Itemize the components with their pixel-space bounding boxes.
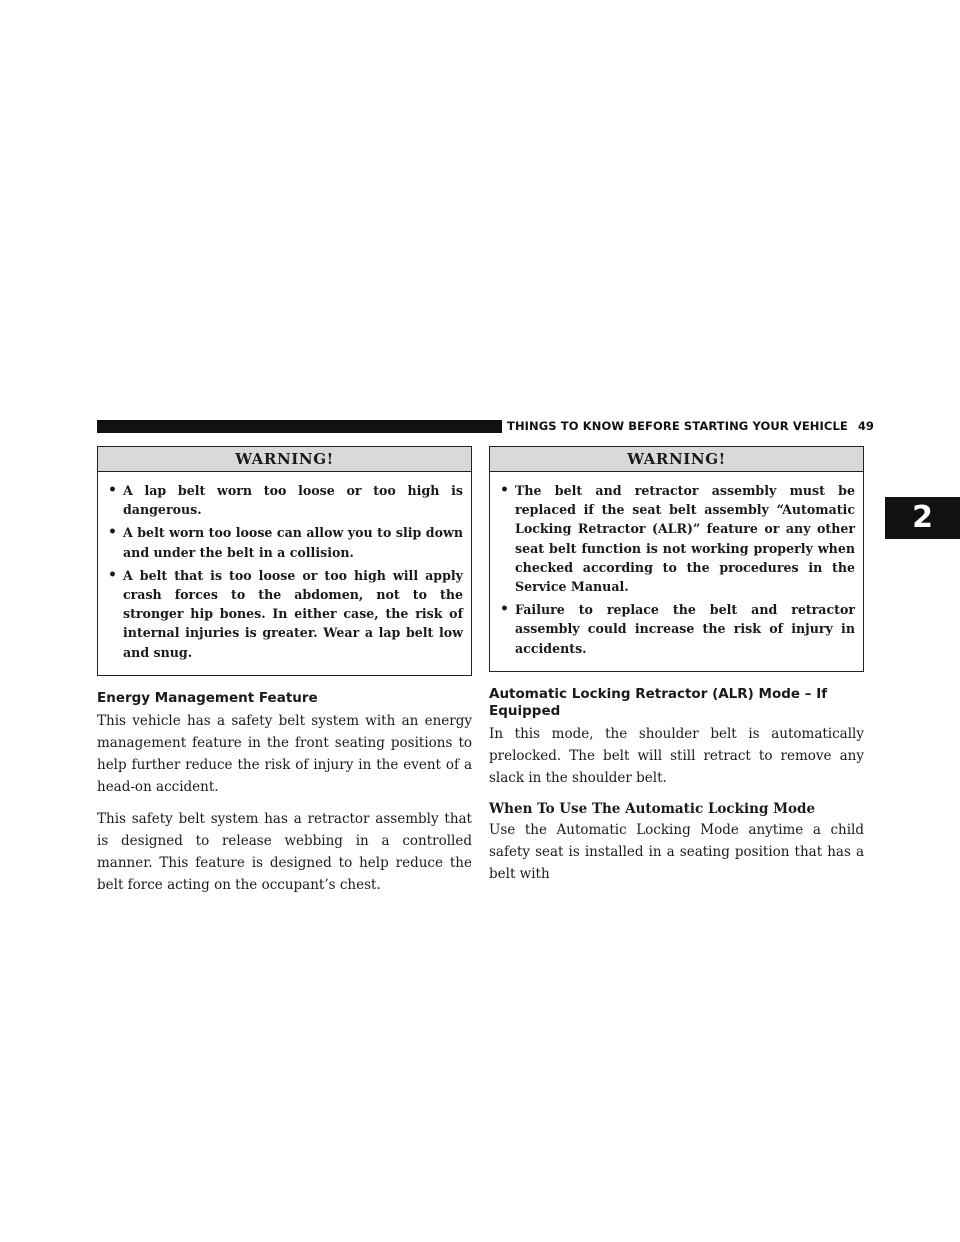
warning-item: • Failure to replace the belt and retractor assembly could increase the risk of injury in accidents.	[498, 600, 855, 658]
subheading-when-to-use: When To Use The Automatic Locking Mode	[489, 800, 816, 817]
warning-box-retractor	[489, 446, 864, 672]
body-paragraph: This safety belt system has a retractor assembly that is designed to release webbing in a controlled manner. This feature is designed to help reduce the belt force acting on the occupant’s chest.	[97, 810, 472, 893]
chapter-tab[interactable]: 2	[885, 497, 960, 539]
warning-list	[490, 472, 863, 671]
warning-item: • A belt that is too loose or too high will apply crash forces to the abdomen, not to the stronger hip bones. In either case, the risk of internal injuries is greater. Wear a lap belt low and snug.	[106, 566, 463, 662]
body-paragraph: This vehicle has a safety belt system with an energy management feature in the front seating positions to help further reduce the risk of injury in the event of a head-on accident.	[97, 712, 472, 795]
body-paragraph: Use the Automatic Locking Mode anytime a child safety seat is installed in a seating position that has a belt with	[489, 821, 864, 882]
right-column	[489, 446, 864, 895]
warning-item: • A lap belt worn too loose or too high is dangerous.	[106, 481, 463, 519]
left-column	[97, 446, 472, 906]
warning-list	[98, 472, 471, 675]
section-title: THINGS TO KNOW BEFORE STARTING YOUR VEHICLE	[507, 419, 848, 433]
warning-item: • The belt and retractor assembly must be replaced if the seat belt assembly “Automatic Locking Retractor (ALR)” feature or any other seat belt function is not working properly when checked according to the procedures in the Service Manual.	[498, 481, 855, 596]
header-rule	[97, 420, 502, 433]
warning-item: • A belt worn too loose can allow you to slip down and under the belt in a collision.	[106, 523, 463, 561]
body-paragraph: In this mode, the shoulder belt is automatically prelocked. The belt will still retract to remove any slack in the shoulder belt.	[489, 725, 864, 786]
section-heading-alr-mode: Automatic Locking Retractor (ALR) Mode – If Equipped	[489, 685, 828, 719]
warning-title: WARNING!	[490, 447, 863, 472]
warning-title: WARNING!	[98, 447, 471, 472]
running-header	[507, 419, 874, 433]
warning-box-lap-belt	[97, 446, 472, 676]
section-heading-energy-management: Energy Management Feature	[97, 689, 318, 706]
page-number: 49	[857, 419, 875, 433]
